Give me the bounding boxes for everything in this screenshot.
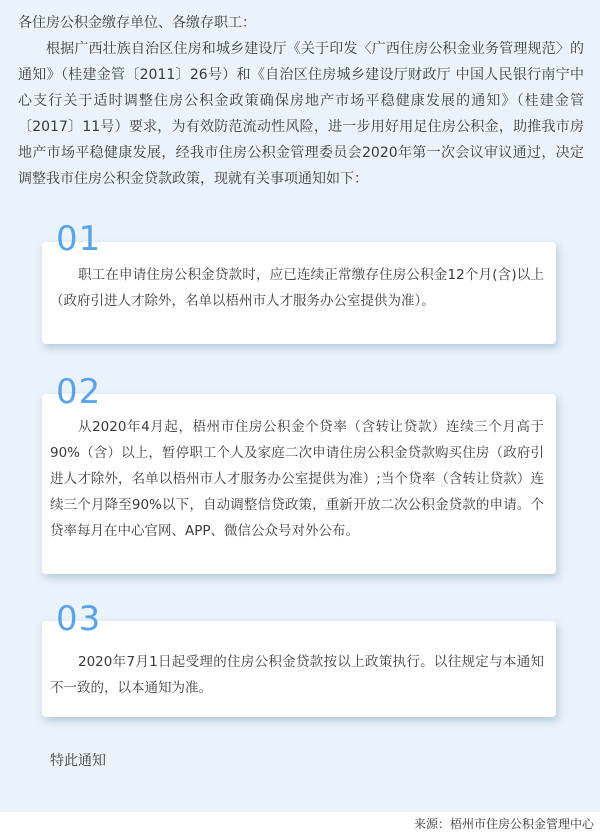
section-card [42,242,556,344]
section-card [42,394,556,574]
section-number: 03 [56,599,102,639]
section-text: 从2020年4月起，梧州市住房公积金个贷率（含转让贷款）连续三个月高于90%（含）以上，暂停职工个人及家庭二次申请住房公积金贷款购买住房（政府引进人才除外，名单以梧州市人才服务办公室提供为准）;当个贷率（含转让贷款）连续三个月降至90%以下，自动调整信贷政策，重新开放二次公积金贷款的申请。个贷率每月在中心官网、APP、微信公众号对外公布。 [50,419,544,539]
greeting-text: 各住房公积金缴存单位、各缴存职工： [18,15,256,31]
intro-paragraph: 根据广西壮族自治区住房和城乡建设厅《关于印发〈广西住房公积金业务管理规范〉的通知》（桂建金管〔2011〕26号）和《自治区住房城乡建设厅财政厅 中国人民银行南宁中心支行关于适时调整住房公积金政策确保房地产市场平稳健康发展的通知》（桂建金管〔2017〕11号）要求，为有效防范流动性风险，进一步用好用足住房公积金，助推我市房地产市场平稳健康发展，经我市住房公积金管理委员会2020年第一次会议审议通过，决定调整我市住房公积金贷款政策，现就有关事项通知如下： [18,41,584,187]
section-number: 01 [56,219,102,259]
source-credit: 来源：梧州市住房公积金管理中心 [413,817,594,831]
closing-text: 特此通知 [50,753,106,769]
section-text: 职工在申请住房公积金贷款时，应已连续正常缴存住房公积金12个月(含)以上（政府引进人才除外，名单以梧州市人才服务办公室提供为准）。 [50,267,544,309]
section-text: 2020年7月1日起受理的住房公积金贷款按以上政策执行。以往规定与本通知不一致的，以本通知为准。 [50,654,544,696]
section-number: 02 [56,372,102,412]
intro-block [18,10,584,192]
section-card [42,621,556,717]
